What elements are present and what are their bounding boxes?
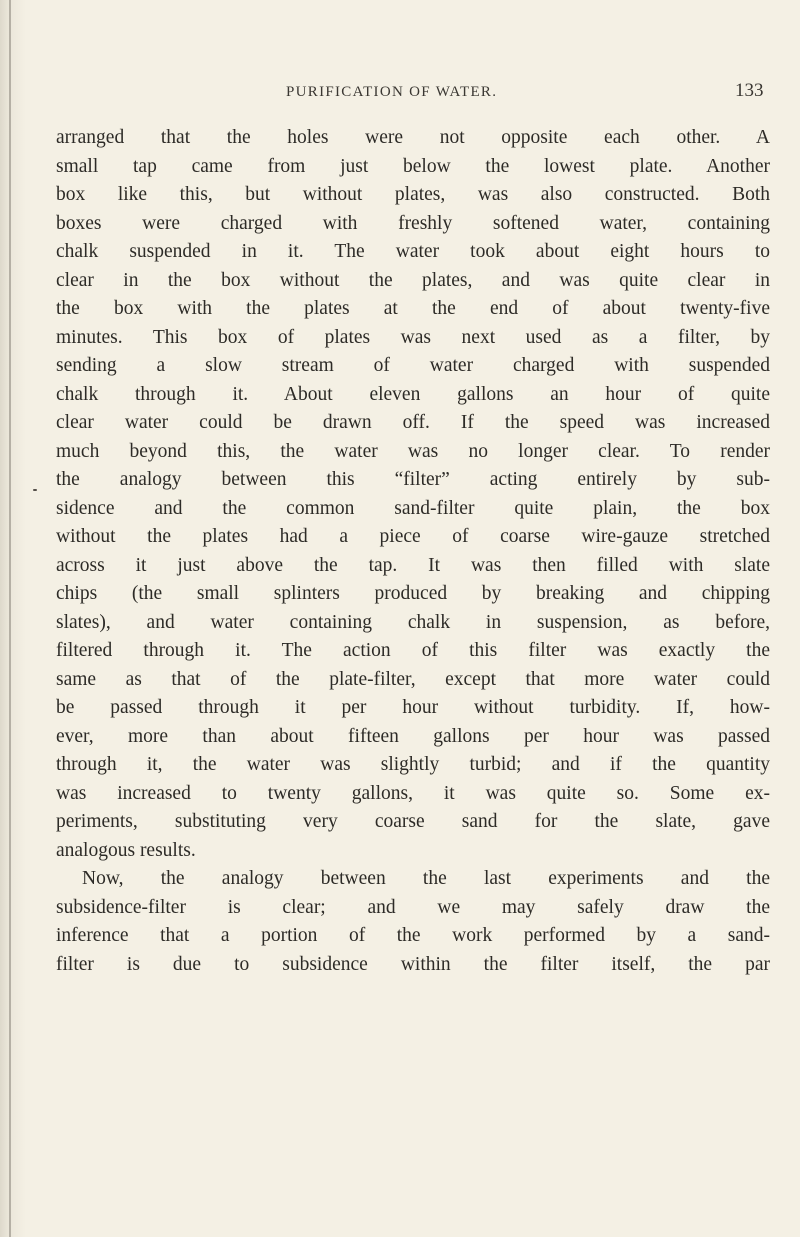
text-line: box like this, but without plates, was also constructed. Both (56, 184, 770, 205)
text-line: minutes. This box of plates was next used as a filter, by (56, 326, 770, 348)
paragraph-start-line: Now, the analogy between the last experiments and the (82, 868, 770, 889)
text-line: ever, more than about fifteen gallons per hour was passed (56, 725, 770, 747)
margin-mark (33, 489, 37, 491)
text-line: sidence and the common sand-filter quite plain, the box (56, 497, 770, 519)
text-line: chalk through it. About eleven gallons an hour of quite (56, 383, 770, 405)
text-line: subsidence-filter is clear; and we may safely draw the (56, 896, 770, 918)
text-line: across it just above the tap. It was then filled with slate (56, 554, 770, 576)
page-spine-shadow (9, 0, 11, 1237)
text-line: arranged that the holes were not opposite each other. A (56, 127, 770, 148)
text-line: sending a slow stream of water charged with suspended (56, 355, 770, 376)
text-line: was increased to twenty gallons, it was quite so. Some ex- (56, 782, 770, 804)
text-line: clear in the box without the plates, and was quite clear in (56, 269, 770, 291)
page-number: 133 (735, 80, 764, 101)
text-line: clear water could be drawn off. If the speed was increased (56, 412, 770, 433)
text-line: chalk suspended in it. The water took about eight hours to (56, 241, 770, 262)
text-line: be passed through it per hour without turbidity. If, how- (56, 697, 770, 718)
text-line: boxes were charged with freshly softened water, containing (56, 212, 770, 234)
running-title: PURIFICATION OF WATER. (286, 84, 498, 100)
text-line: filter is due to subsidence within the filter itself, the par (56, 953, 770, 975)
text-line: periments, substituting very coarse sand for the slate, gave (56, 811, 770, 832)
text-line: the analogy between this “filter” acting entirely by sub- (56, 469, 770, 490)
text-line: filtered through it. The action of this filter was exactly the (56, 640, 770, 661)
text-line: same as that of the plate-filter, except that more water could (56, 668, 770, 690)
text-line: inference that a portion of the work performed by a sand- (56, 925, 770, 946)
text-line: chips (the small splinters produced by breaking and chipping (56, 583, 770, 604)
text-line: much beyond this, the water was no longer clear. To render (56, 440, 770, 462)
text-line: small tap came from just below the lowest plate. Another (56, 155, 770, 177)
text-line: slates), and water containing chalk in suspension, as before, (56, 611, 770, 633)
text-line: the box with the plates at the end of about twenty-five (56, 298, 770, 319)
text-line: analogous results. (56, 839, 196, 861)
body-text (56, 124, 770, 979)
text-line: through it, the water was slightly turbid; and if the quantity (56, 754, 770, 775)
text-line: without the plates had a piece of coarse wire-gauze stretched (56, 526, 770, 547)
